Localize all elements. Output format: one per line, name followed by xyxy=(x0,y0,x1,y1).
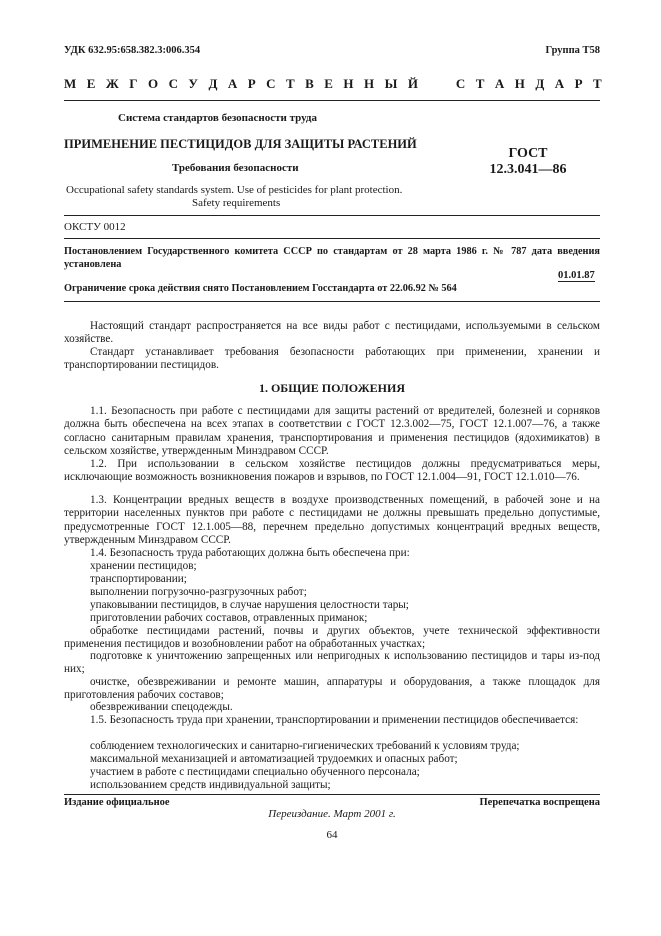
list-item: соблюдением технологических и санитарно-гигиенических требований к условиям труда; xyxy=(90,740,520,752)
paragraph-1-2: 1.2. При использовании в сельском хозяйстве пестицидов должны предусматриваться меры, исключающие возможность возникновения пожаров и взрывов, по ГОСТ 12.1.004—91, ГОСТ 12.1.010—76. xyxy=(64,458,600,484)
banner-letter: А xyxy=(554,76,565,91)
banner-letter: Т xyxy=(593,76,602,91)
banner-letter: Р xyxy=(247,76,256,91)
list-item: приготовлении рабочих составов, отравленных приманок; xyxy=(90,612,368,624)
list-item: подготовке к уничтожению запрещенных или непригодных к использованию пестицидов и тары из-под них; xyxy=(64,650,600,676)
intro-paragraph-2: Стандарт устанавливает требования безопасности работающих при применении, хранении и транспортировании пестицидов. xyxy=(64,346,600,372)
decree-rule xyxy=(64,301,600,302)
banner-letter: А xyxy=(494,76,505,91)
banner-letter: Н xyxy=(364,76,375,91)
banner-letter: Е xyxy=(324,76,333,91)
list-item: максимальной механизацией и автоматизацией трудоемких и опасных работ; xyxy=(90,753,458,765)
document-title: ПРИМЕНЕНИЕ ПЕСТИЦИДОВ ДЛЯ ЗАЩИТЫ РАСТЕНИЙ xyxy=(64,137,417,151)
page-number: 64 xyxy=(326,829,338,841)
reissue-note: Переиздание. Март 2001 г. xyxy=(268,808,396,820)
banner-letter: О xyxy=(147,76,159,91)
banner-letter: Н xyxy=(514,76,525,91)
list-item: упаковывании пестицидов, в случае нарушения целостности тары; xyxy=(90,599,409,611)
banner-letter: В xyxy=(305,76,314,91)
intro-paragraph-1: Настоящий стандарт распространяется на все виды работ с пестицидами, используемыми в сельском хозяйстве. xyxy=(64,320,600,346)
decree-text: Постановлением Государственного комитета СССР по стандартам от 28 марта 1986 г. № 787 дата введения установлена xyxy=(64,246,600,270)
list-item: хранении пестицидов; xyxy=(90,560,197,572)
list-item: обезвреживании спецодежды. xyxy=(90,701,233,713)
banner-letter xyxy=(428,76,431,92)
banner-letter: С xyxy=(168,76,178,91)
paragraph-1-3: 1.3. Концентрации вредных веществ в воздухе производственных помещений, в рабочей зоне и на территории населенных пунктов при работе с пестицидами не должны превышать предельно допустимые, предусмотренные ГОСТ 12.1.005—88, перечнем предельно допустимых концентраций вредных веществ, утвержденным Минздравом СССР. xyxy=(64,494,600,546)
banner-letter: Н xyxy=(343,76,354,91)
limit-text: Ограничение срока действия снято Постановлением Госстандарта от 22.06.92 № 564 xyxy=(64,283,457,294)
banner-letter: Д xyxy=(535,76,545,91)
paragraph-1-5: 1.5. Безопасность труда при хранении, транспортировании и применении пестицидов обеспечивается: xyxy=(90,714,579,726)
banner-letter: Ж xyxy=(105,76,119,91)
okstu-code: ОКСТУ 0012 xyxy=(64,221,126,233)
list-item: участием в работе с пестицидами специально обученного персонала; xyxy=(90,766,420,778)
document-subtitle: Требования безопасности xyxy=(172,162,299,174)
english-title-line2: Safety requirements xyxy=(192,197,281,209)
list-item: обработке пестицидами растений, почвы и других объектов, учете технической эффективности применения пестицидов и возобновлении работ на обработанных участках; xyxy=(64,625,600,651)
section-heading: 1. ОБЩИЕ ПОЛОЖЕНИЯ xyxy=(258,381,406,395)
standard-banner xyxy=(64,76,602,92)
list-item: выполнении погрузочно-разгрузочных работ; xyxy=(90,586,307,598)
reprint-notice: Перепечатка воспрещена xyxy=(479,797,600,808)
list-item: транспортировании; xyxy=(90,573,187,585)
paragraph-1-4: 1.4. Безопасность труда работающих должна быть обеспечена при: xyxy=(90,547,410,559)
banner-letter: А xyxy=(227,76,238,91)
banner-letter: Р xyxy=(574,76,583,91)
banner-letter xyxy=(442,76,445,92)
official-edition: Издание официальное xyxy=(64,797,170,808)
banner-letter: М xyxy=(64,76,77,91)
list-item: очистке, обезвреживании и ремонте машин, аппаратуры и оборудования, а также площадок для приготовления рабочих составов; xyxy=(64,676,600,702)
banner-letter: Е xyxy=(86,76,96,91)
banner-letter: Д xyxy=(208,76,218,91)
udk-code: УДК 632.95:658.382.3:006.354 xyxy=(64,45,201,56)
banner-letter: С xyxy=(266,76,276,91)
okstu-rule xyxy=(64,238,600,239)
banner-letter: С xyxy=(455,76,466,91)
banner-rule xyxy=(64,100,600,101)
banner-letter: Т xyxy=(475,76,485,91)
title-rule xyxy=(64,215,600,216)
banner-letter: Ы xyxy=(384,76,398,91)
paragraph-1-1: 1.1. Безопасность при работе с пестицидами для защиты растений от вредителей, болезней и сорняков должна быть обеспечена на всех этапах в соответствии с ГОСТ 12.3.002—75, ГОСТ 12.1.007—76, а также согласно санитарным правилам хранения, транспортирования и применения пестицидов (ядохимикатов) в сельском хозяйстве, утвержденным Минздравом СССР. xyxy=(64,405,600,457)
group-code: Группа Т58 xyxy=(545,45,600,56)
gost-number: 12.3.041—86 xyxy=(489,162,567,177)
list-item: использованием средств индивидуальной защиты; xyxy=(90,779,331,791)
banner-letter: Й xyxy=(407,76,418,91)
footer-rule xyxy=(64,794,600,795)
introduction-date: 01.01.87 xyxy=(558,270,595,281)
gost-label: ГОСТ xyxy=(508,146,548,161)
banner-letter: У xyxy=(188,76,198,91)
system-title: Система стандартов безопасности труда xyxy=(118,112,317,124)
banner-letter: Т xyxy=(286,76,295,91)
banner-letter: Г xyxy=(129,76,138,91)
english-title-line1: Occupational safety standards system. Use of pesticides for plant protection. xyxy=(66,184,403,196)
